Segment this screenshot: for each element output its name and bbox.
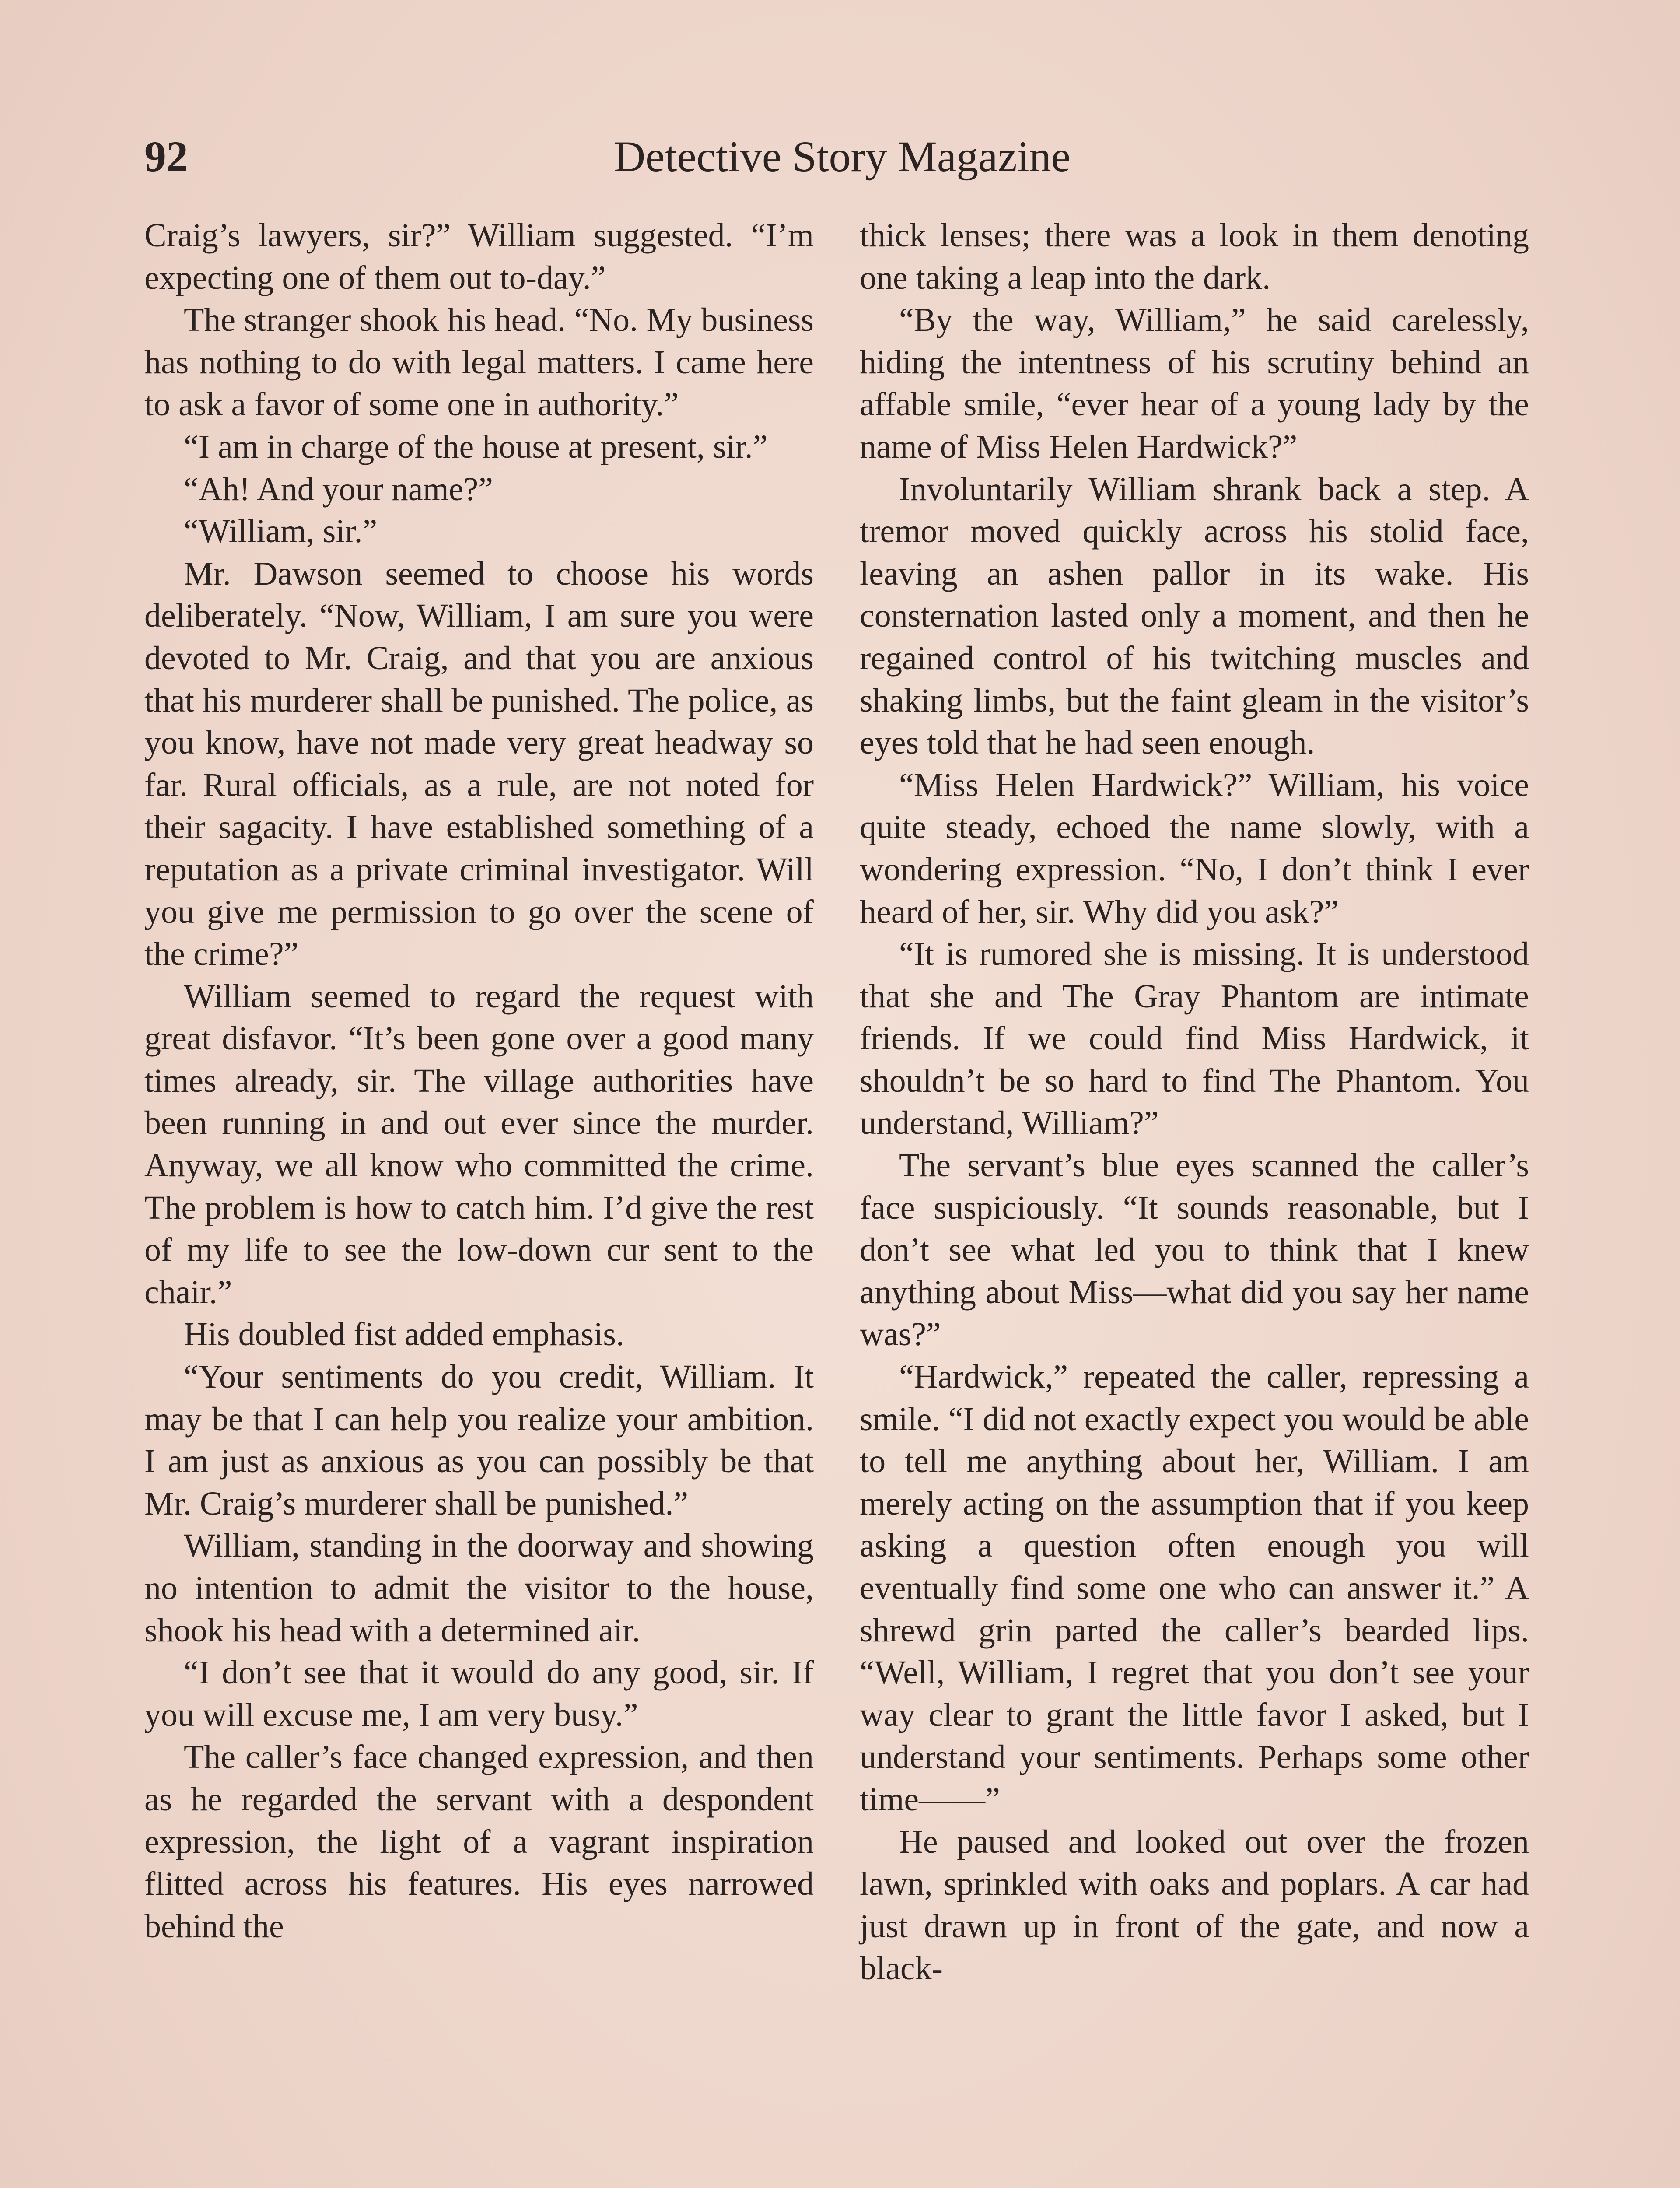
page-number: 92 (144, 132, 188, 181)
paragraph: His doubled fist added emphasis. (184, 1316, 624, 1353)
running-title: Detective Story Magazine (613, 132, 1071, 181)
paragraph: “Miss Helen Hardwick?” William, his voice quite steady, echoed the name slowly, with a wondering expression. “No, I don’t think I ever heard of her, sir. Why did you ask?” (860, 766, 1529, 930)
paragraph: Craig’s lawyers, sir?” William suggested. “I’m expecting one of them out to-day.” (144, 217, 814, 296)
paragraph: Involuntarily William shrank back a step. A tremor moved quickly across his stolid face, leaving an ashen pallor in its wake. His consternation lasted only a moment, and then he regained control of his twitching muscles and shaking limbs, but the faint gleam in the visitor’s eyes told that he had seen enough. (860, 470, 1529, 761)
left-text-column (144, 214, 814, 1947)
paragraph: “By the way, William,” he said carelessly, hiding the intentness of his scrutiny behind an affable smile, “ever hear of a young lady by the name of Miss Helen Hardwick?” (860, 302, 1529, 465)
paragraph: thick lenses; there was a look in them denoting one taking a leap into the dark. (860, 217, 1529, 296)
paragraph: “I am in charge of the house at present, sir.” (184, 428, 768, 465)
paragraph: William seemed to regard the request with great disfavor. “It’s been gone over a good many times already, sir. The village authorities have been running in and out ever since the murder. Anyway, we all know who committed the crime. The problem is how to catch him. I’d give the rest of my life to see the low-down cur sent to the chair.” (144, 978, 814, 1311)
paragraph: “Ah! And your name?” (184, 470, 493, 508)
paragraph: Mr. Dawson seemed to choose his words deliberately. “Now, William, I am sure you were devoted to Mr. Craig, and that you are anxious that his murderer shall be punished. The police, as you know, have not made very great headway so far. Rural officials, as a rule, are not noted for their sagacity. I have established something of a reputation as a private criminal investigator. Will you give me permission to go over the scene of the crime?” (144, 555, 814, 973)
right-text-column (860, 214, 1529, 1990)
paragraph: The caller’s face changed expression, and then as he regarded the servant with a despondent expression, the light of a vagrant inspiration flitted across his features. His eyes narrowed behind the (144, 1739, 814, 1945)
paragraph: “Hardwick,” repeated the caller, repressing a smile. “I did not exactly expect you would be able to tell me anything about her, William. I am merely acting on the assumption that if you keep asking a question often enough you will eventually find some one who can answer it.” A shrewd grin parted the caller’s bearded lips. “Well, William, I regret that you don’t see your way clear to grant the little favor I asked, but I understand your sentiments. Perhaps some other time——” (860, 1358, 1529, 1818)
paragraph: He paused and looked out over the frozen lawn, sprinkled with oaks and poplars. A car had just drawn up in front of the gate, and now a black- (860, 1823, 1529, 1987)
page-header (144, 131, 1540, 193)
paragraph: “William, sir.” (184, 513, 378, 550)
paragraph: “It is rumored she is missing. It is understood that she and The Gray Phantom are intimate friends. If we could find Miss Hardwick, it shouldn’t be so hard to find The Phantom. You understand, William?” (860, 936, 1529, 1142)
paragraph: “I don’t see that it would do any good, sir. If you will excuse me, I am very busy.” (144, 1654, 814, 1733)
paragraph: The servant’s blue eyes scanned the caller’s face suspiciously. “It sounds reasonable, but I don’t see what led you to think that I knew anything about Miss—what did you say her name was?” (860, 1147, 1529, 1353)
paragraph: “Your sentiments do you credit, William. It may be that I can help you realize your ambition. I am just as anxious as you can possibly be that Mr. Craig’s murderer shall be punished.” (144, 1358, 814, 1522)
paragraph: The stranger shook his head. “No. My business has nothing to do with legal matters. I came here to ask a favor of some one in authority.” (144, 302, 814, 423)
paragraph: William, standing in the doorway and showing no intention to admit the visitor to the house, shook his head with a determined air. (144, 1527, 814, 1649)
